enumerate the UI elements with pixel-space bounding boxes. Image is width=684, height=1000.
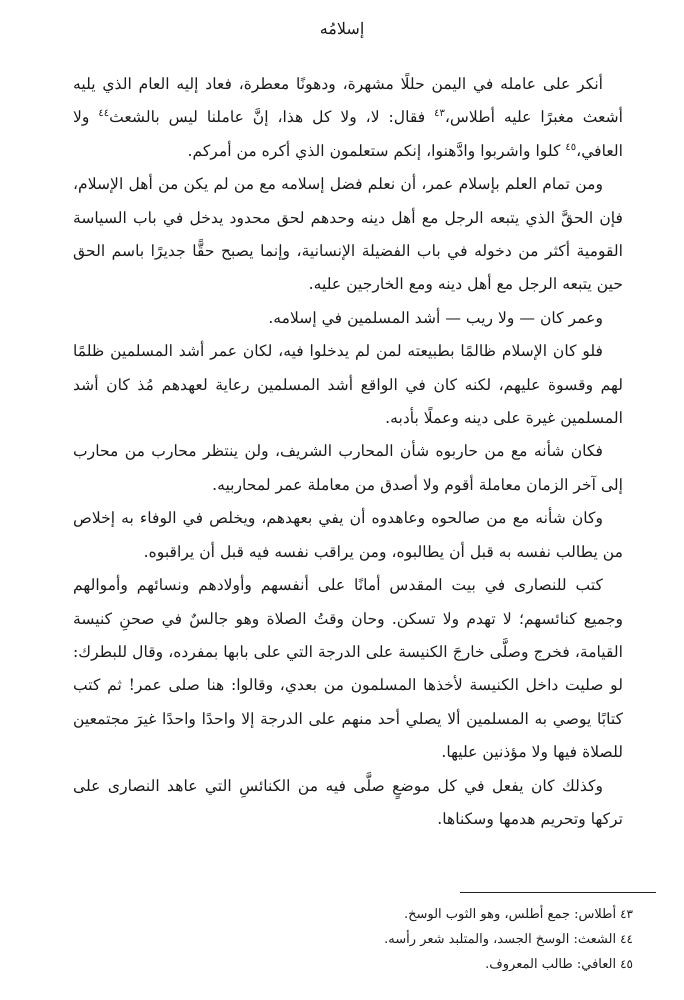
paragraph-3: وعمر كان — ولا ريب — أشد المسلمين في إسلامه. (268, 308, 603, 327)
paragraph-6: وكان شأنه مع من صالحوه وعاهدوه أن يفي بعهدهم، ويخلص في الوفاء به إخلاص من يطالب نفسه به قبل أن يطالبوه، ومن يراقب نفسه فيه قبل أن يراقبوه. (73, 509, 623, 561)
footnote-text: أطلاس: جمع أطلس، وهو الثوب الوسخ. (403, 907, 617, 922)
footnote-ref-43[interactable]: ٤٣ (434, 108, 445, 120)
body-text (73, 68, 623, 836)
footnote-44 (73, 927, 633, 952)
paragraph-1 (73, 68, 623, 168)
paragraph-4: فلو كان الإسلام ظالمًا بطبيعته لمن لم يدخلوا فيه، لكان عمر أشد المسلمين ظلمًا لهم وقسوة عليهم، لكنه كان في الواقع أشد المسلمين رعاية لعهدهم مُذ كان أشد المسلمين غيرة على دينه وعملًا بأدبه. (73, 342, 623, 428)
footnote-text: الشعث: الوسخ الجسد، والمتلبد شعر رأسه. (384, 932, 617, 947)
footnote-ref-45[interactable]: ٤٥ (565, 141, 577, 153)
footnote-divider (460, 892, 656, 893)
paragraph-8: وكذلك كان يفعل في كل موضعٍ صلَّى فيه من الكنائسِ التي عاهد النصارى على تركها وتحريم هدمها وسكناها. (73, 776, 623, 828)
paragraph-7: كتب للنصارى في بيت المقدس أمانًا على أنفسهم وأولادهم ونسائهم وأموالهم وجميع كنائسهم؛ لا تهدم ولا تسكن. وحان وقتُ الصلاة وهو جالسٌ في صحنِ كنيسة القيامة، فخرج وصلَّى خارجَ الكنيسة على الدرجة التي على بابها بمفرده، وقال للبطرك: لو صليت داخل الكنيسة لأخذها المسلمون من بعدي، وقالوا: هنا صلى عمر! ثم كتب كتابًا يوصي به المسلمين ألا يصلي أحد منهم على الدرجة إلا واحدًا واحدًا غيرَ مجتمعين للصلاة فيها ولا مؤذنين عليها. (73, 576, 623, 762)
paragraph-1-text-end: كلوا واشربوا وادَّهنوا، إنكم ستعلمون الذي أكره من أمركم. (187, 141, 566, 160)
footnote-number: ٤٤ (620, 932, 633, 946)
paragraph-2: ومن تمام العلم بإسلام عمر، أن نعلم فضل إسلامه مع من لم يكن من أهل الإسلام، فإن الحقَّ الذي يتبعه الرجل مع أهل دينه وحدهم لحق محدود يدخل في باب السياسة القومية أكثر من دخوله في باب الفضيلة الإنسانية، وإنما يصبح حقًّا جديرًا باسم الحق حين يتبعه الرجل مع أهل دينه ومع الخارجين عليه. (73, 175, 623, 294)
footnote-43 (73, 902, 633, 927)
footnote-text: العافي: طالب المعروف. (485, 957, 617, 972)
paragraph-1-text: أنكر على عامله في اليمن حللًا مشهرة، ودهونًا معطرة، فعاد إليه العام الذي يليه أشعث مغبرًا عليه أطلاس، (73, 75, 623, 127)
paragraph-5: فكان شأنه مع من حاربوه شأن المحارب الشريف، ولن ينتظر محارب من محارب إلى آخر الزمان معاملة أقوم ولا أصدق من معاملة عمر لمحاربيه. (73, 442, 623, 494)
footnote-number: ٤٣ (620, 907, 633, 921)
paragraph-1-text-cont-2: ولا العافي، (73, 108, 623, 160)
footnote-number: ٤٥ (620, 957, 633, 971)
footnotes (73, 902, 633, 977)
footnote-ref-44[interactable]: ٤٤ (98, 108, 110, 120)
footnote-45 (73, 952, 633, 977)
running-header: إسلامُه (319, 19, 365, 38)
paragraph-1-text-cont: فقال: لا، ولا كل هذا، إنَّ عاملنا ليس بالشعث (109, 108, 435, 127)
